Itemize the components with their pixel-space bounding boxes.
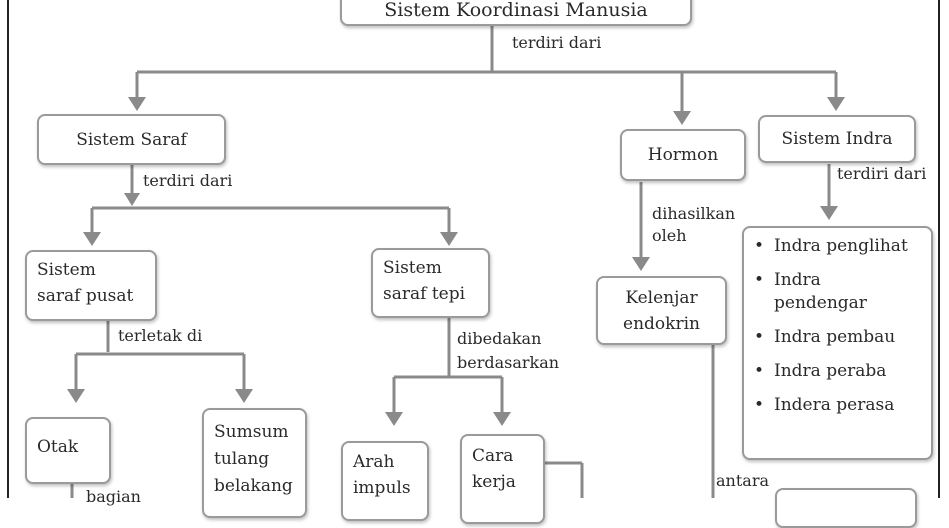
label-dihasilkan: dihasilkan oleh — [652, 204, 736, 245]
list-item: • Indera perasa — [744, 394, 925, 417]
arrowhead-cara — [493, 412, 511, 426]
node-hormon: Hormon — [620, 129, 746, 181]
node-otak: Otak — [25, 417, 111, 484]
label-terdiri-top: terdiri dari — [512, 33, 602, 52]
label-terdiri-indra: terdiri dari — [837, 164, 927, 183]
label-bagian: bagian — [86, 487, 141, 506]
arrowhead-sumsum — [235, 389, 253, 403]
arrowhead-tepi — [440, 232, 458, 246]
label-antara: antara — [716, 471, 769, 490]
node-sumsum-tulang-belakang: Sumsum tulang belakang — [202, 408, 307, 518]
list-item: • Indra pembau — [744, 326, 925, 349]
diagram-title: Sistem Koordinasi Manusia — [384, 0, 648, 21]
arrowhead-arah — [385, 412, 403, 426]
label-terdiri-saraf: terdiri dari — [143, 171, 233, 190]
node-arah-impuls: Arah impuls — [341, 441, 429, 521]
indra-list — [744, 235, 925, 417]
list-item: • Indra pendengar — [744, 269, 864, 315]
arrowhead-saraf — [128, 97, 146, 111]
list-item: • Indra peraba — [744, 360, 925, 383]
frame-right — [938, 0, 940, 498]
arrowhead-saraf-fork — [124, 193, 140, 206]
node-sistem-indra: Sistem Indra — [758, 115, 916, 163]
arrowhead-indra — [827, 97, 845, 111]
list-item: • Indra penglihat — [744, 235, 925, 258]
label-terletak: terletak di — [118, 326, 203, 345]
title-box — [340, 0, 692, 26]
node-clipped-bottom-right — [775, 488, 917, 528]
node-saraf-tepi: Sistem saraf tepi — [371, 248, 490, 318]
label-dibedakan: dibedakan berdasarkan — [457, 329, 560, 372]
arrowhead-pusat — [83, 232, 101, 246]
node-kelenjar-endokrin: Kelenjar endokrin — [596, 276, 727, 345]
node-indra-list — [742, 226, 933, 460]
arrowhead-indra-list — [820, 206, 838, 220]
node-sistem-saraf: Sistem Saraf — [37, 114, 226, 165]
node-saraf-pusat: Sistem saraf pusat — [25, 250, 157, 321]
frame-left — [7, 0, 9, 498]
node-cara-kerja: Cara kerja — [460, 434, 545, 524]
arrowhead-hormon — [673, 111, 691, 125]
arrowhead-otak — [67, 389, 85, 403]
arrowhead-kelenjar — [632, 257, 650, 271]
